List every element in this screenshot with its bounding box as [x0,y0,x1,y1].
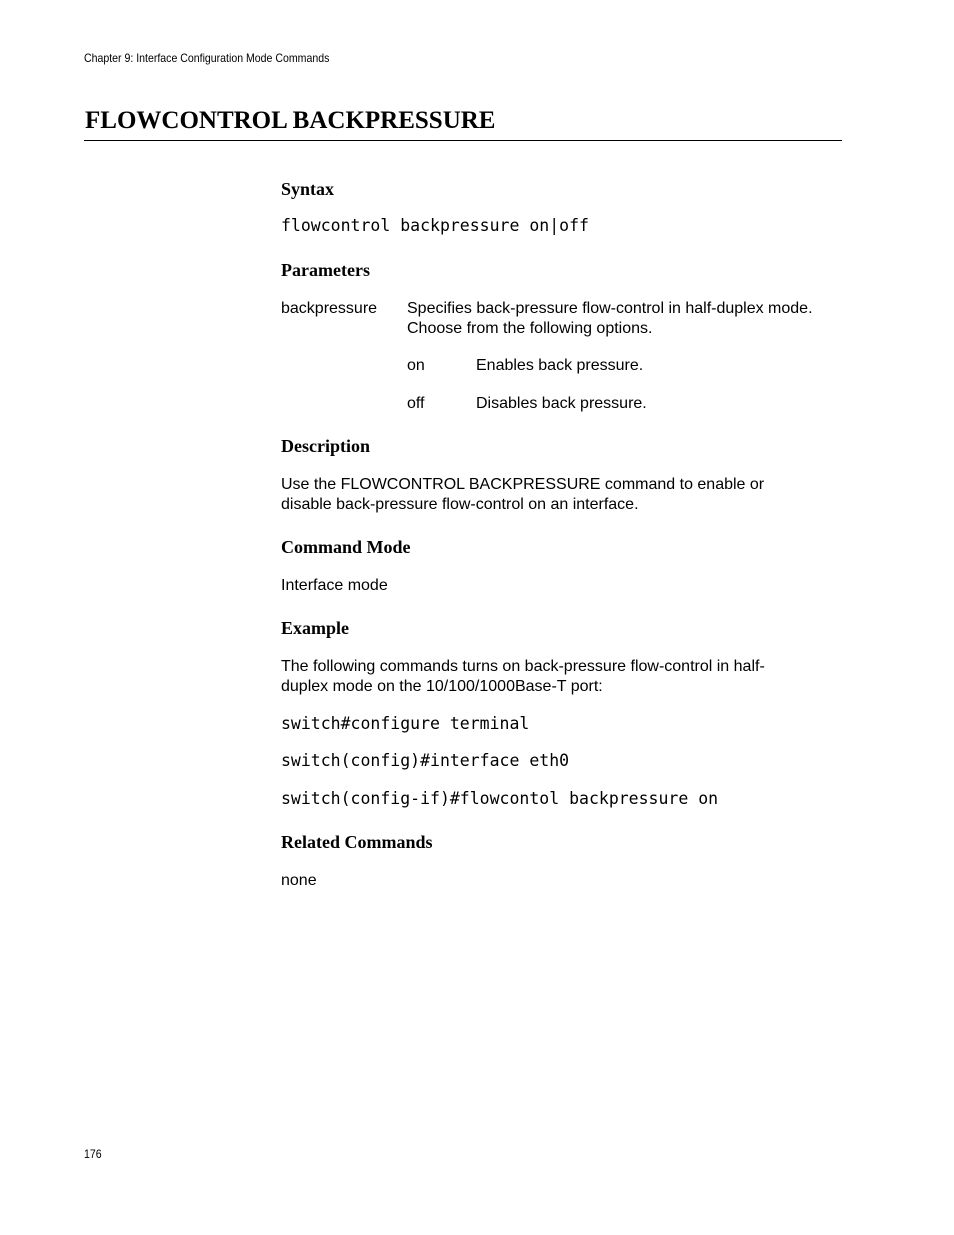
parameter-name: backpressure [281,300,378,317]
example-command-3: switch(config-if)#flowcontol backpressure on [281,789,719,808]
syntax-command: flowcontrol backpressure on|off [281,216,589,235]
parameter-description-line-1: Specifies back-pressure flow-control in half-duplex mode. [407,300,813,317]
option-name-on: on [407,357,425,374]
option-name-off: off [407,395,425,412]
example-line-1: The following commands turns on back-pressure flow-control in half- [281,658,765,675]
description-heading: Description [281,436,370,456]
related-commands-text: none [281,872,317,889]
title-divider [84,140,842,141]
example-heading: Example [281,618,350,638]
option-description-off: Disables back pressure. [476,395,647,412]
example-command-1: switch#configure terminal [281,714,530,733]
parameters-heading: Parameters [281,260,370,280]
command-mode-text: Interface mode [281,577,388,594]
page-number: 176 [84,1147,102,1161]
description-line-2: disable back-pressure flow-control on an interface. [281,496,639,513]
command-mode-heading: Command Mode [281,537,411,557]
example-command-2: switch(config)#interface eth0 [281,751,570,770]
example-line-2: duplex mode on the 10/100/1000Base-T port: [281,678,603,695]
running-header: Chapter 9: Interface Configuration Mode Commands [84,51,330,65]
related-commands-heading: Related Commands [281,832,433,852]
option-description-on: Enables back pressure. [476,357,644,374]
parameter-description-line-2: Choose from the following options. [407,320,653,337]
description-line-1: Use the FLOWCONTROL BACKPRESSURE command to enable or [281,476,765,493]
syntax-heading: Syntax [281,179,335,199]
page-title: FLOWCONTROL BACKPRESSURE [85,107,496,134]
